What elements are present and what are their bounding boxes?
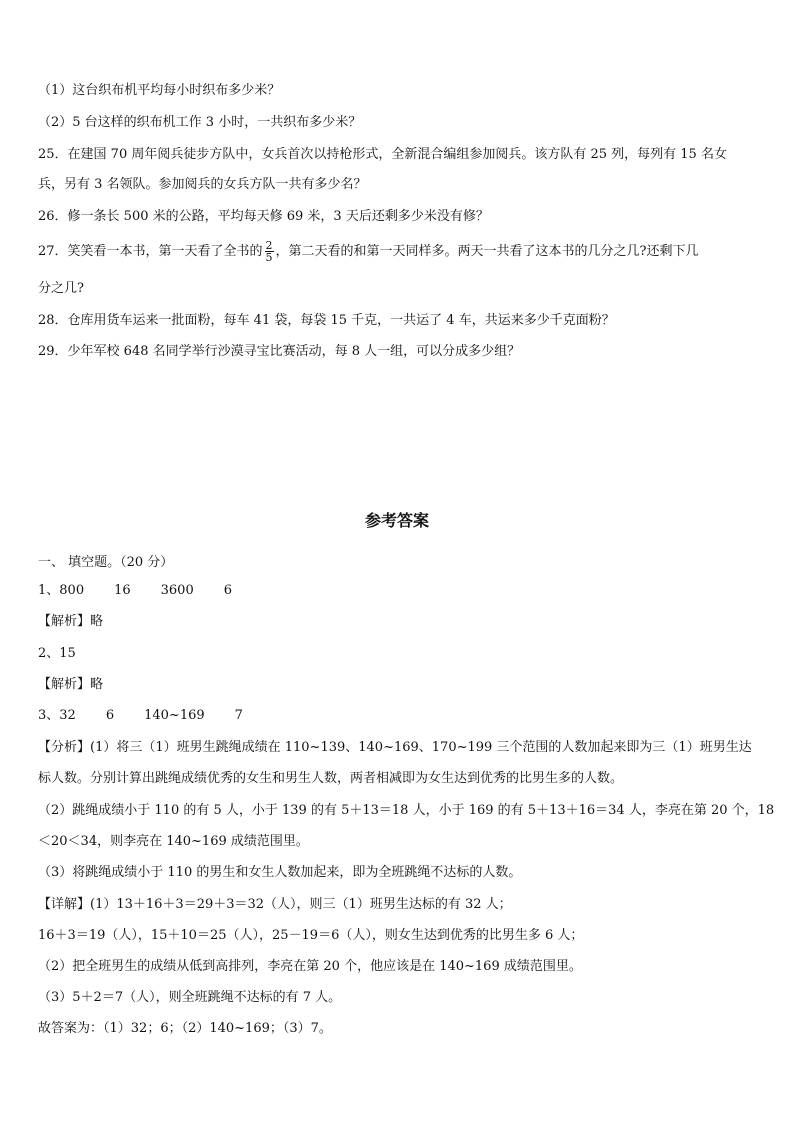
question-27-prefix: 27．笑笑看一本书，第一天看了全书的 — [38, 244, 263, 259]
analysis-line-5: （3）将跳绳成绩小于 110 的男生和女生人数加起来，即为全班跳绳不达标的人数。 — [38, 865, 522, 880]
question-28: 28．仓库用货车运来一批面粉，每车 41 袋，每袋 15 千克，一共运了 4 车，共运来多少千克面粉？ — [38, 313, 615, 328]
question-27-suffix: ，第二天看的和第一天同样多。两天一共看了这本书的几分之几?还剩下几 — [275, 244, 699, 259]
detail-line-3: （2）把全班男生的成绩从低到高排列，李亮在第 20 个，他应该是在 140~169 成绩范围里。 — [38, 959, 582, 974]
final-answer: 故答案为：（1）32；6；（2）140~169；（3）7。 — [38, 1021, 332, 1036]
question-26: 26．修一条长 500 米的公路，平均每天修 69 米，3 天后还剩多少米没有修？ — [38, 209, 489, 224]
answer-3-value-2: 6 — [105, 708, 115, 723]
answer-3-value-1: 3、32 — [38, 708, 76, 723]
fraction-denominator: 5 — [265, 251, 273, 264]
analysis-line-1: 【分析】(1）将三（1）班男生跳绳成绩在 110~139、140~169、170~199 三个范围的人数加起来即为三（1）班男生达 — [38, 740, 752, 755]
section-1-heading: 一、 填空题。（20 分） — [38, 555, 174, 570]
answer-3-value-4: 7 — [234, 708, 243, 723]
analysis-line-4: ＜20＜34，则李亮在 140~169 成绩范围里。 — [38, 834, 309, 849]
answer-1-value-3: 3600 — [160, 583, 194, 598]
fraction-numerator: 2 — [265, 239, 273, 252]
answer-3-value-3: 140~169 — [144, 708, 205, 723]
question-29: 29．少年军校 648 名同学举行沙漠寻宝比赛活动，每 8 人一组，可以分成多少组？ — [38, 344, 521, 359]
question-25-line-2: 兵，另有 3 名领队。参加阅兵的女兵方队一共有多少名？ — [38, 177, 367, 192]
answer-3 — [38, 707, 243, 725]
question-25-line-1: 25．在建国 70 周年阅兵徒步方队中，女兵首次以持枪形式，全新混合编组参加阅兵。该方队有 25 列，每列有 15 名女 — [38, 147, 727, 162]
question-27-line-2: 分之几? — [38, 281, 84, 296]
answer-2: 2、15 — [38, 646, 76, 661]
question-24-part-2: （2）5 台这样的织布机工作 3 小时，一共织布多少米？ — [38, 115, 362, 130]
question-24-part-1: （1）这台织布机平均每小时织布多少米？ — [38, 83, 281, 98]
answer-2-analysis: 【解析】略 — [38, 677, 104, 692]
answer-1-analysis: 【解析】略 — [38, 614, 104, 629]
detail-line-4: （3）5＋2＝7（人），则全班跳绳不达标的有 7 人。 — [38, 990, 342, 1005]
answer-1-value-4: 6 — [223, 583, 233, 598]
answer-1-value-2: 16 — [114, 583, 131, 598]
analysis-line-3: （2）跳绳成绩小于 110 的有 5 人，小于 139 的有 5＋13＝18 人，小于 169 的有 5＋13＋16＝34 人，李亮在第 20 个，18 — [38, 803, 775, 818]
question-27-line-1 — [38, 240, 699, 263]
answer-1-value-1: 1、800 — [38, 583, 85, 598]
detail-line-1: 【详解】(1）13＋16＋3＝29＋3＝32（人），则三（1）班男生达标的有 32 人； — [38, 897, 512, 912]
answer-1 — [38, 582, 232, 600]
analysis-line-2: 标人数。分别计算出跳绳成绩优秀的女生和男生人数，两者相减即为女生达到优秀的比男生多的人数。 — [38, 771, 624, 786]
answer-key-title: 参考答案 — [364, 511, 429, 530]
fraction-two-fifths — [265, 240, 274, 263]
detail-line-2: 16＋3＝19（人），15＋10＝25（人），25－19＝6（人），则女生达到优秀的比男生多 6 人； — [38, 928, 584, 943]
